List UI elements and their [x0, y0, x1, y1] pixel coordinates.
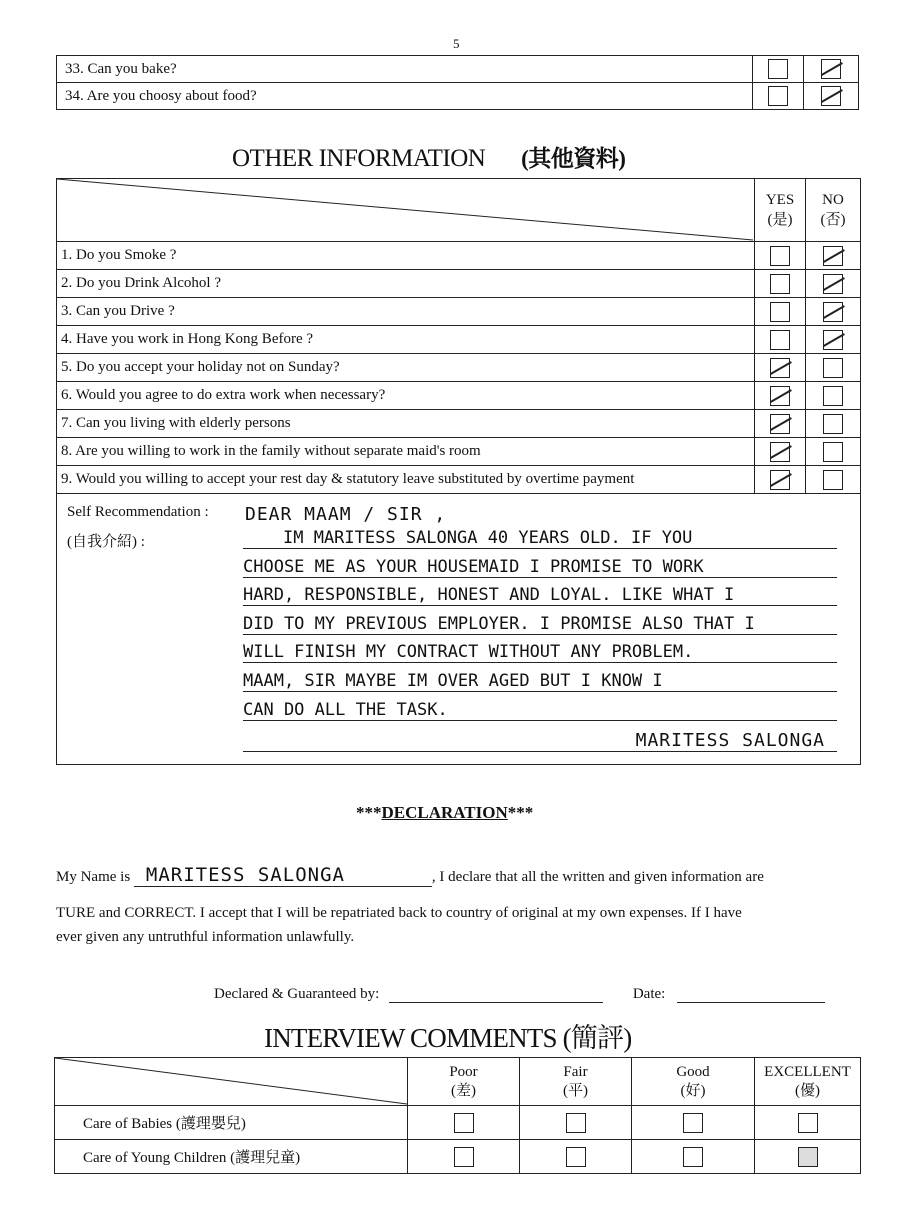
yes-cell [755, 382, 806, 410]
rating-checkbox[interactable] [798, 1147, 818, 1167]
guaranteed-by-field[interactable] [389, 984, 603, 1003]
yes-cell [755, 298, 806, 326]
interview-diagonal-cell [55, 1058, 408, 1106]
table-row [57, 270, 861, 298]
declaration-stars-right: *** [507, 803, 534, 822]
declaration-stars-left: *** [356, 803, 382, 822]
declared-name-field[interactable]: MARITESS SALONGA [134, 864, 432, 887]
interview-table [54, 1057, 861, 1174]
table-row [57, 354, 861, 382]
col-label: Good [676, 1063, 710, 1080]
question-label: 4. Have you work in Hong Kong Before ? [57, 326, 755, 354]
no-checkbox[interactable] [823, 386, 843, 406]
question-label: 1. Do you Smoke ? [57, 242, 755, 270]
no-checkbox[interactable] [823, 470, 843, 490]
table-row [57, 242, 861, 270]
yes-checkbox[interactable] [770, 414, 790, 434]
no-cell [806, 270, 861, 298]
yes-cell [755, 270, 806, 298]
yes-cell [755, 438, 806, 466]
row-label: Care of Young Children (護理兒童) [55, 1140, 408, 1174]
table-row [57, 410, 861, 438]
other-info-title: OTHER INFORMATION [232, 145, 486, 172]
table-row [57, 56, 859, 83]
declaration-line-1 [56, 864, 866, 887]
name-prefix: My Name is [56, 869, 131, 885]
table-row [55, 1106, 861, 1140]
no-header [806, 179, 861, 242]
self-rec-label-cn: (自我介紹) : [67, 534, 145, 550]
question-label: 3. Can you Drive ? [57, 298, 755, 326]
yes-cell [755, 410, 806, 438]
yes-cell [755, 354, 806, 382]
yes-checkbox[interactable] [770, 358, 790, 378]
question-label: 9. Would you willing to accept your rest day & statutory leave substituted by overtime payment [57, 466, 755, 494]
no-cell [806, 382, 861, 410]
col-label-cn: (差) [451, 1082, 476, 1099]
yes-checkbox[interactable] [770, 470, 790, 490]
yes-cell [755, 242, 806, 270]
no-checkbox[interactable] [821, 86, 841, 106]
declaration-line-2: TURE and CORRECT. I accept that I will be repatriated back to country of original at my own expenses. If I have [56, 905, 742, 921]
yes-checkbox[interactable] [770, 302, 790, 322]
col-label: EXCELLENT [764, 1063, 851, 1080]
other-info-heading [232, 140, 625, 173]
declaration-line-3: ever given any untruthful information unlawfully. [56, 929, 355, 945]
col-poor [408, 1058, 520, 1106]
self-rec-line: IM MARITESS SALONGA 40 YEARS OLD. IF YOU [243, 528, 837, 549]
no-checkbox[interactable] [823, 302, 843, 322]
no-checkbox[interactable] [823, 274, 843, 294]
self-rec-label: Self Recommendation : [67, 504, 209, 520]
rating-cell [408, 1140, 520, 1174]
question-label: 2. Do you Drink Alcohol ? [57, 270, 755, 298]
rating-cell [632, 1140, 755, 1174]
no-checkbox[interactable] [821, 59, 841, 79]
yes-cell [755, 466, 806, 494]
no-label-cn: (否) [820, 212, 846, 228]
no-cell [804, 56, 859, 83]
other-info-table [56, 178, 861, 765]
rating-cell [755, 1106, 861, 1140]
no-cell [806, 466, 861, 494]
table-row [57, 326, 861, 354]
row-label: Care of Babies (護理嬰兒) [55, 1106, 408, 1140]
rating-checkbox[interactable] [566, 1113, 586, 1133]
question-label: 7. Can you living with elderly persons [57, 410, 755, 438]
rating-cell [520, 1106, 632, 1140]
question-label: 6. Would you agree to do extra work when necessary? [57, 382, 755, 410]
yes-checkbox[interactable] [770, 330, 790, 350]
rating-checkbox[interactable] [566, 1147, 586, 1167]
rating-cell [632, 1106, 755, 1140]
date-field[interactable] [677, 984, 825, 1003]
no-cell [804, 83, 859, 110]
col-label: Poor [449, 1063, 478, 1080]
no-checkbox[interactable] [823, 246, 843, 266]
declaration-text: , I declare that all the written and given information are [431, 869, 764, 885]
yes-cell [755, 326, 806, 354]
diagonal-line [57, 179, 753, 242]
yes-checkbox[interactable] [770, 442, 790, 462]
yes-label-cn: (是) [767, 212, 793, 228]
header-diagonal-cell [57, 179, 755, 242]
yes-label: YES [765, 192, 795, 208]
col-excellent [755, 1058, 861, 1106]
yes-checkbox[interactable] [770, 386, 790, 406]
diagonal-line [55, 1058, 407, 1106]
rating-cell [520, 1140, 632, 1174]
header-row [57, 179, 861, 242]
no-checkbox[interactable] [823, 442, 843, 462]
rating-cell [408, 1106, 520, 1140]
self-rec-signature: MARITESS SALONGA [243, 730, 837, 752]
self-rec-line: HARD, RESPONSIBLE, HONEST AND LOYAL. LIKE WHAT I [243, 585, 837, 606]
yes-cell [753, 56, 804, 83]
interview-header-row [55, 1058, 861, 1106]
no-cell [806, 410, 861, 438]
no-cell [806, 354, 861, 382]
date-label: Date: [632, 986, 666, 1002]
table-row [57, 382, 861, 410]
no-cell [806, 298, 861, 326]
self-rec-line: DEAR MAAM / SIR , [245, 504, 447, 525]
no-checkbox[interactable] [823, 330, 843, 350]
no-checkbox[interactable] [823, 414, 843, 434]
yes-checkbox[interactable] [770, 246, 790, 266]
question-label: 8. Are you willing to work in the family without separate maid's room [57, 438, 755, 466]
table-row [57, 83, 859, 110]
self-rec-line: DID TO MY PREVIOUS EMPLOYER. I PROMISE ALSO THAT I [243, 614, 837, 635]
self-rec-line: CHOOSE ME AS YOUR HOUSEMAID I PROMISE TO WORK [243, 557, 837, 578]
no-cell [806, 438, 861, 466]
table-row [55, 1140, 861, 1174]
col-label-cn: (平) [563, 1082, 588, 1099]
rating-cell [755, 1140, 861, 1174]
col-label-cn: (好) [680, 1082, 706, 1099]
col-label: Fair [563, 1063, 588, 1080]
yes-checkbox[interactable] [768, 86, 788, 106]
rating-checkbox[interactable] [454, 1113, 474, 1133]
rating-checkbox[interactable] [683, 1147, 703, 1167]
page-number: 5 [453, 36, 460, 51]
col-good [632, 1058, 755, 1106]
yes-checkbox[interactable] [768, 59, 788, 79]
rating-checkbox[interactable] [798, 1113, 818, 1133]
col-fair [520, 1058, 632, 1106]
self-rec-line: WILL FINISH MY CONTRACT WITHOUT ANY PROBLEM. [243, 642, 837, 663]
self-rec-line: CAN DO ALL THE TASK. [243, 700, 837, 721]
no-label: NO [822, 192, 844, 208]
no-cell [806, 326, 861, 354]
no-checkbox[interactable] [823, 358, 843, 378]
other-info-title-cn: (其他資料) [521, 146, 626, 171]
col-label-cn: (優) [795, 1082, 820, 1099]
top-questions-table [56, 55, 859, 110]
self-rec-line: MAAM, SIR MAYBE IM OVER AGED BUT I KNOW I [243, 671, 837, 692]
table-row [57, 298, 861, 326]
yes-header [755, 179, 806, 242]
rating-checkbox[interactable] [683, 1113, 703, 1133]
interview-heading: INTERVIEW COMMENTS (簡評) [264, 1023, 632, 1053]
guaranteed-label: Declared & Guaranteed by: [214, 986, 380, 1002]
rating-checkbox[interactable] [454, 1147, 474, 1167]
yes-checkbox[interactable] [770, 274, 790, 294]
question-label: 33. Can you bake? [57, 56, 753, 83]
yes-cell [753, 83, 804, 110]
question-label: 34. Are you choosy about food? [57, 83, 753, 110]
table-row [57, 438, 861, 466]
self-recommendation-cell [57, 494, 861, 765]
self-recommendation-row [57, 494, 861, 765]
declaration-heading [356, 803, 533, 823]
guaranteed-row [214, 984, 825, 1003]
table-row [57, 466, 861, 494]
declaration-title: DECLARATION [381, 803, 508, 822]
question-label: 5. Do you accept your holiday not on Sunday? [57, 354, 755, 382]
no-cell [806, 242, 861, 270]
